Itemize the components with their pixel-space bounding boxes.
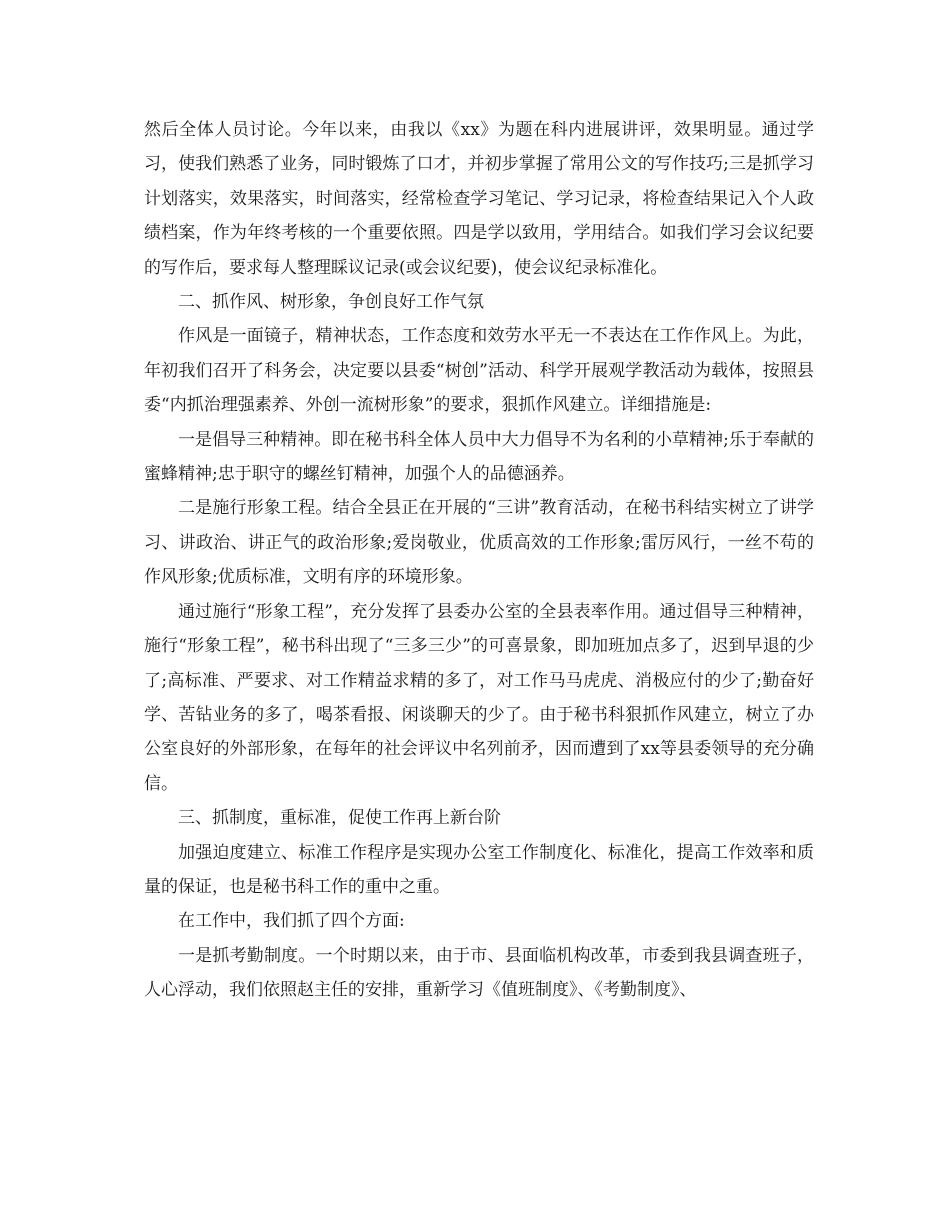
- paragraph-5: 二是施行形象工程。结合全县正在开展的“三讲”教育活动，在秘书科结实树立了讲学习、讲政治、讲正气的政治形象;爱岗敬业，优质高效的工作形象;雷厉风行，一丝不苟的作风形象;优质标准，文明有序的环境形象。: [144, 498, 814, 588]
- paragraph-6: 通过施行“形象工程”，充分发挥了县委办公室的全县表率作用。通过倡导三种精神，施行“形象工程”，秘书科出现了“三多三少”的可喜景象，即加班加点多了，迟到早退的少了;高标准、严要求、对工作精益求精的多了，对工作马马虎虎、消极应付的少了;勤奋好学、苦钻业务的多了，喝茶看报、闲谈聊天的少了。由于秘书科狠抓作风建立，树立了办公室良好的外部形象，在每年的社会评议中名列前矛，因而遭到了xx等县委领导的充分确信。: [144, 601, 814, 794]
- document-body: [144, 113, 814, 1008]
- paragraph-3: 作风是一面镜子，精神状态，工作态度和效劳水平无一不表达在工作作风上。为此，年初我们召开了科务会，决定要以县委“树创”活动、科学开展观学教活动为载体，按照县委“内抓治理强素养、外创一流树形象”的要求，狠抓作风建立。详细措施是:: [144, 326, 814, 416]
- paragraph-8: 加强迫度建立、标准工作程序是实现办公室工作制度化、标准化，提高工作效率和质量的保证，也是秘书科工作的重中之重。: [144, 842, 814, 897]
- paragraph-9: 在工作中，我们抓了四个方面:: [178, 911, 405, 932]
- section-heading-2: 二、抓作风、树形象，争创良好工作气氛: [178, 292, 484, 313]
- paragraph-1: 然后全体人员讨论。今年以来，由我以《xx》为题在科内进展讲评，效果明显。通过学习，使我们熟悉了业务，同时锻炼了口才，并初步掌握了常用公文的写作技巧;三是抓学习计划落实，效果落实，时间落实，经常检查学习笔记、学习记录，将检查结果记入个人政绩档案，作为年终考核的一个重要依照。四是学以致用，学用结合。如我们学习会议纪要的写作后，要求每人整理睬议记录(或会议纪要)，使会议纪录标准化。: [144, 120, 814, 278]
- paragraph-10: 一是抓考勤制度。一个时期以来，由于市、县面临机构改革，市委到我县调查班子，人心浮动，我们依照赵主任的安排，重新学习《值班制度》、《考勤制度》、: [144, 945, 814, 1001]
- paragraph-4: 一是倡导三种精神。即在秘书科全体人员中大力倡导不为名利的小草精神;乐于奉献的蜜蜂精神;忠于职守的螺丝钉精神，加强个人的品德涵养。: [144, 429, 814, 485]
- section-heading-3: 三、抓制度，重标准，促使工作再上新台阶: [178, 808, 501, 829]
